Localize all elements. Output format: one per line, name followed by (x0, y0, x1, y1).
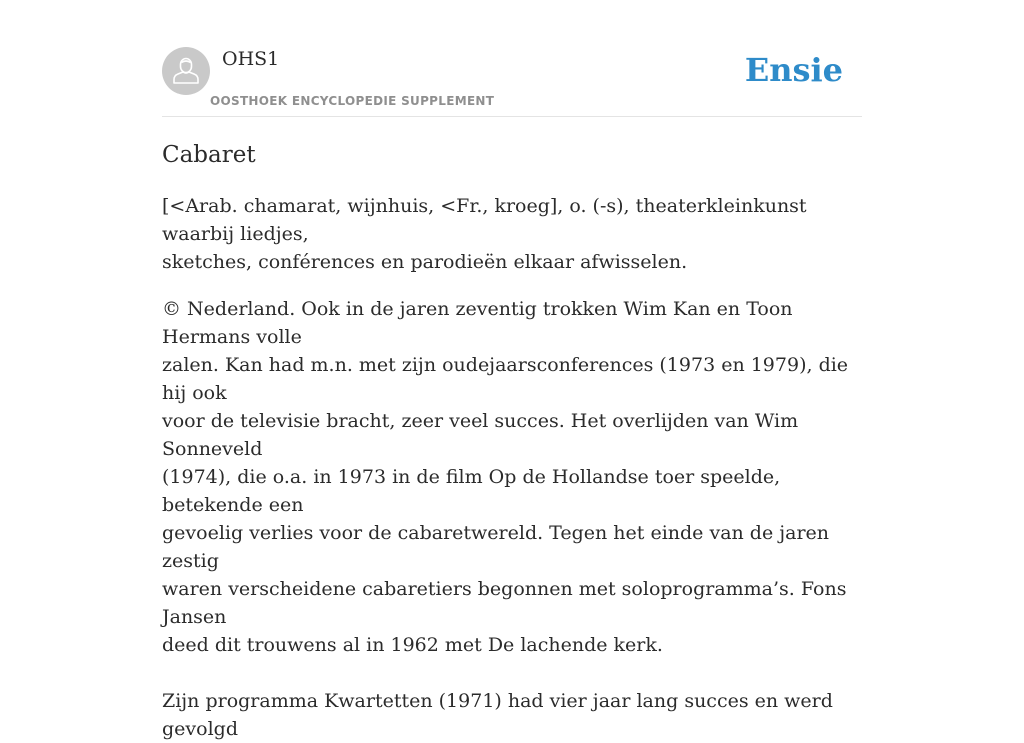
source-label[interactable]: OOSTHOEK ENCYCLOPEDIE SUPPLEMENT (210, 94, 495, 108)
body-paragraph: Zijn programma Kwartetten (1971) had vier jaar lang succes en werd gevolgd (162, 690, 833, 740)
article-body (162, 192, 862, 743)
entry-header (162, 46, 862, 117)
body-paragraph: © Nederland. Ook in de jaren zeventig trokken Wim Kan en Toon Hermans volle zalen. Kan had m.n. met zijn oudejaarsconferences (1973 en 1979), die hij ook voor de televisie bracht, zeer veel succes. Het overlijden van Wim Sonneveld (1974), die o.a. in 1973 in de film Op de Hollandse toer speelde, betekende een gevoelig verlies voor de cabaretwereld. Tegen het einde van de jaren zestig waren verscheidene cabaretiers begonnen met soloprogramma’s. Fons Jansen deed dit trouwens al in 1962 met De lachende kerk. (162, 298, 849, 656)
author-name[interactable]: OHS1 (222, 48, 280, 70)
definition-paragraph: [<Arab. chamarat, wijnhuis, <Fr., kroeg], o. (-s), theaterkleinkunst waarbij liedjes, sketches, conférences en parodieën elkaar afwisselen. (162, 195, 807, 273)
user-silhouette-icon (162, 47, 210, 95)
author-avatar[interactable] (162, 47, 210, 95)
page-title: Cabaret (162, 142, 256, 168)
ensie-logo[interactable]: Ensie (744, 51, 843, 89)
